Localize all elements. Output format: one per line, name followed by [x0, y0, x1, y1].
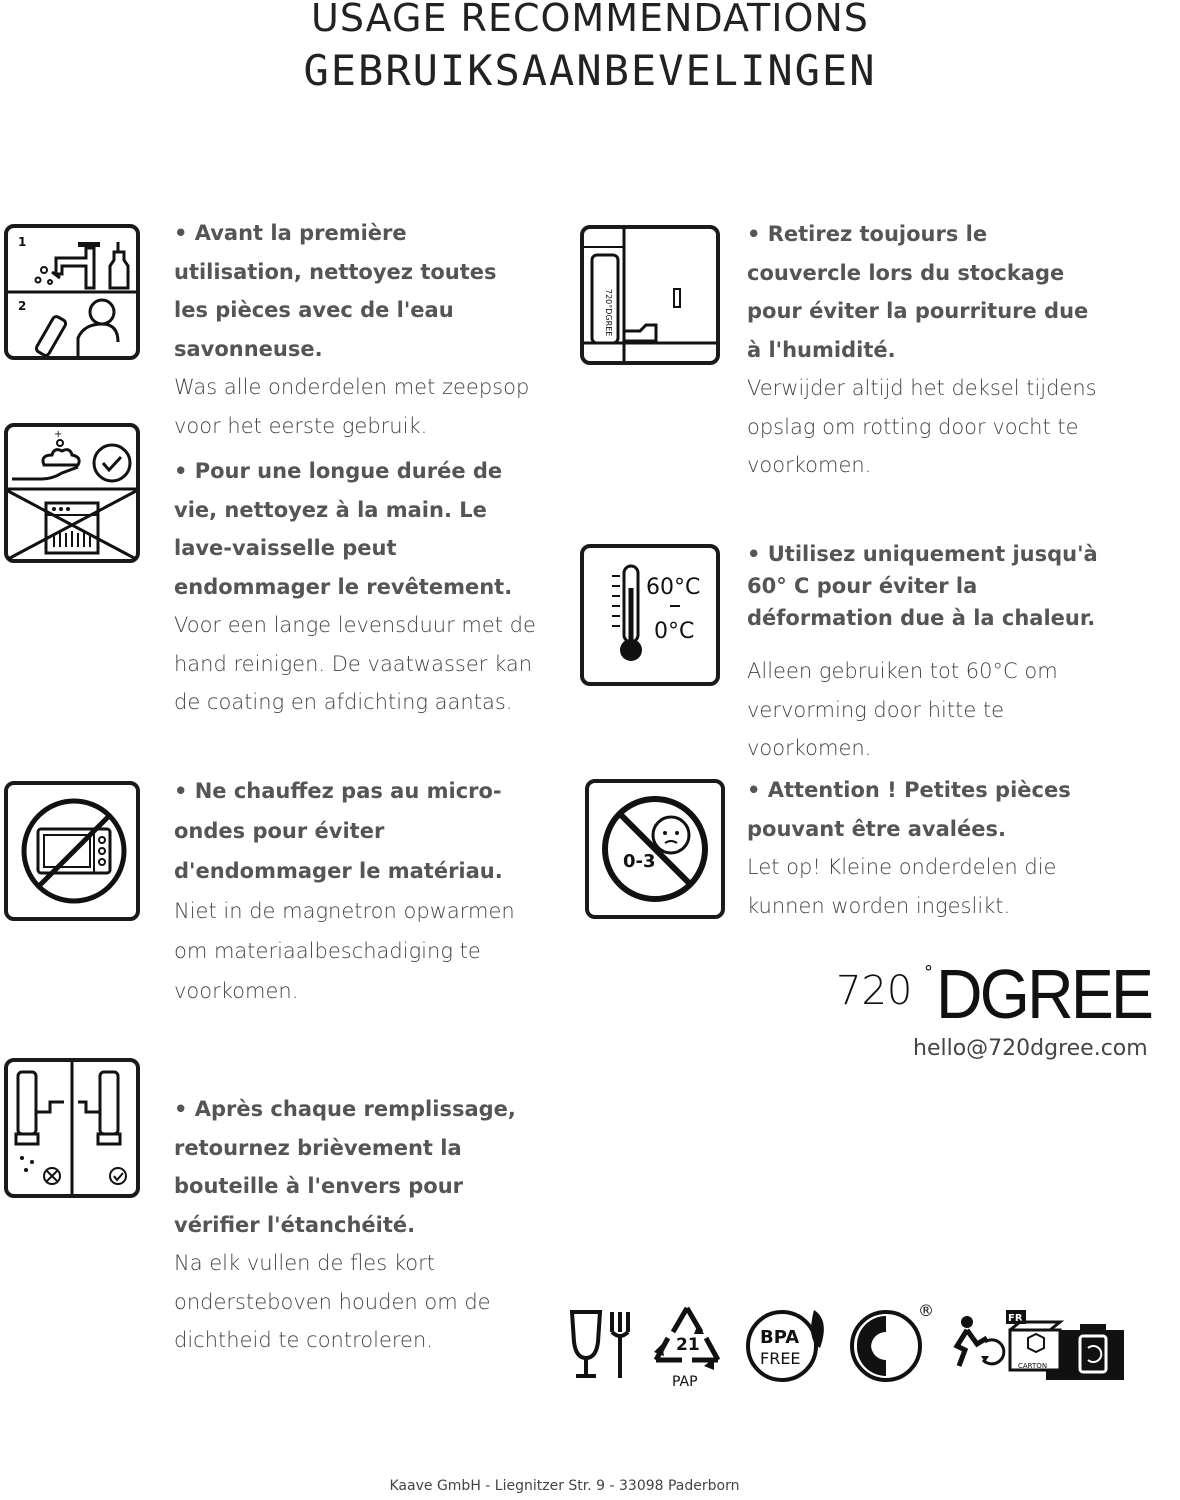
brand-word: DGREE — [936, 955, 1152, 1033]
brand-logo — [836, 955, 1152, 1033]
item-2-french: • Pour une longue durée de vie, nettoyez à la main. Le lave-vaisselle peut endommager le revêtement. — [174, 459, 513, 599]
temp-high-label: 60°C — [646, 575, 701, 600]
item-5-french: • Retirez toujours le couvercle lors du stockage pour éviter la pourriture due à l'humidité. — [747, 222, 1089, 362]
fr-badge: FR — [1008, 1313, 1023, 1324]
bpa-line1: BPA — [760, 1327, 800, 1348]
title-dutch: GEBRUIKSAANBEVELINGEN — [303, 46, 877, 95]
carton-label: CARTON — [1018, 1362, 1048, 1370]
item-7-french: • Attention ! Petites pièces pouvant être avalées. — [747, 778, 1071, 841]
pap-code: 21 — [676, 1335, 700, 1355]
hand-wash-no-dishwasher-icon — [4, 423, 140, 563]
svg-text:+: + — [54, 429, 63, 440]
registered-mark: ® — [918, 1301, 934, 1320]
bpa-line2: FREE — [760, 1349, 801, 1368]
item-2-text — [174, 452, 539, 722]
item-5-dutch: Verwijder altijd het deksel tijdens opslag om rotting door vocht te voorkomen. — [747, 376, 1097, 477]
item-3-dutch: Niet in de magnetron opwarmen om materiaalbeschadiging te voorkomen. — [174, 899, 515, 1003]
item-4-dutch: Na elk vullen de fles kort ondersteboven houden om de dichtheid te controleren. — [174, 1251, 491, 1352]
brand-number: 720 — [836, 968, 913, 1014]
green-dot-icon — [848, 1300, 938, 1384]
item-1-text — [174, 214, 534, 445]
no-microwave-icon — [4, 781, 140, 921]
item-4-french: • Après chaque remplissage, retournez brièvement la bouteille à l'envers pour vérifier l'étanchéité. — [174, 1097, 516, 1237]
triman-carton-icon — [1006, 1310, 1126, 1382]
brand-degree: ° — [924, 962, 933, 983]
item-6-french: • Utilisez uniquement jusqu'à 60° C pour éviter la déformation due à la chaleur. — [747, 542, 1098, 630]
footer-address: Kaave GmbH - Liegnitzer Str. 9 - 33098 Paderborn — [389, 1478, 740, 1494]
food-safe-icon — [568, 1304, 634, 1384]
title-english: USAGE RECOMMENDATIONS — [311, 0, 869, 40]
item-1-french: • Avant la première utilisation, nettoyez toutes les pièces avec de l'eau savonneuse. — [174, 221, 497, 361]
item-7-dutch: Let op! Kleine onderdelen die kunnen worden ingeslikt. — [747, 855, 1057, 918]
item-4-text — [174, 1090, 534, 1360]
item-6-dutch: Alleen gebruiken tot 60°C om vervorming door hitte te voorkomen. — [747, 659, 1058, 760]
item-6-text — [747, 538, 1117, 768]
contact-email: hello@720dgree.com — [913, 1036, 1148, 1061]
small-parts-warning-icon — [585, 779, 725, 919]
wash-before-use-icon — [4, 224, 140, 360]
recycling-pap-21-icon — [648, 1302, 726, 1392]
step-1-label: 1 — [18, 235, 27, 249]
remove-lid-storage-icon — [580, 225, 720, 365]
temp-low-label: 0°C — [654, 619, 695, 644]
age-range-label: 0-3 — [623, 851, 656, 872]
item-3-french: • Ne chauffez pas au micro-ondes pour éviter d'endommager le matériau. — [174, 779, 503, 883]
item-5-text — [747, 215, 1107, 485]
bpa-free-icon — [744, 1306, 830, 1384]
item-2-dutch: Voor een lange levensduur met de hand reinigen. De vaatwasser kan de coating en afdichting aantas. — [174, 613, 536, 714]
step-2-label: 2 — [18, 299, 27, 313]
bottle-brand-label: 720°DGREE — [604, 289, 613, 337]
item-1-dutch: Was alle onderdelen met zeepsop voor het eerste gebruik. — [174, 375, 530, 438]
item-3-text — [174, 771, 529, 1011]
leak-check-icon — [4, 1058, 140, 1198]
tidyman-recycle-icon — [947, 1312, 1003, 1370]
pap-label: PAP — [672, 1374, 698, 1390]
temperature-limit-icon — [580, 544, 720, 686]
item-7-text — [747, 771, 1107, 925]
